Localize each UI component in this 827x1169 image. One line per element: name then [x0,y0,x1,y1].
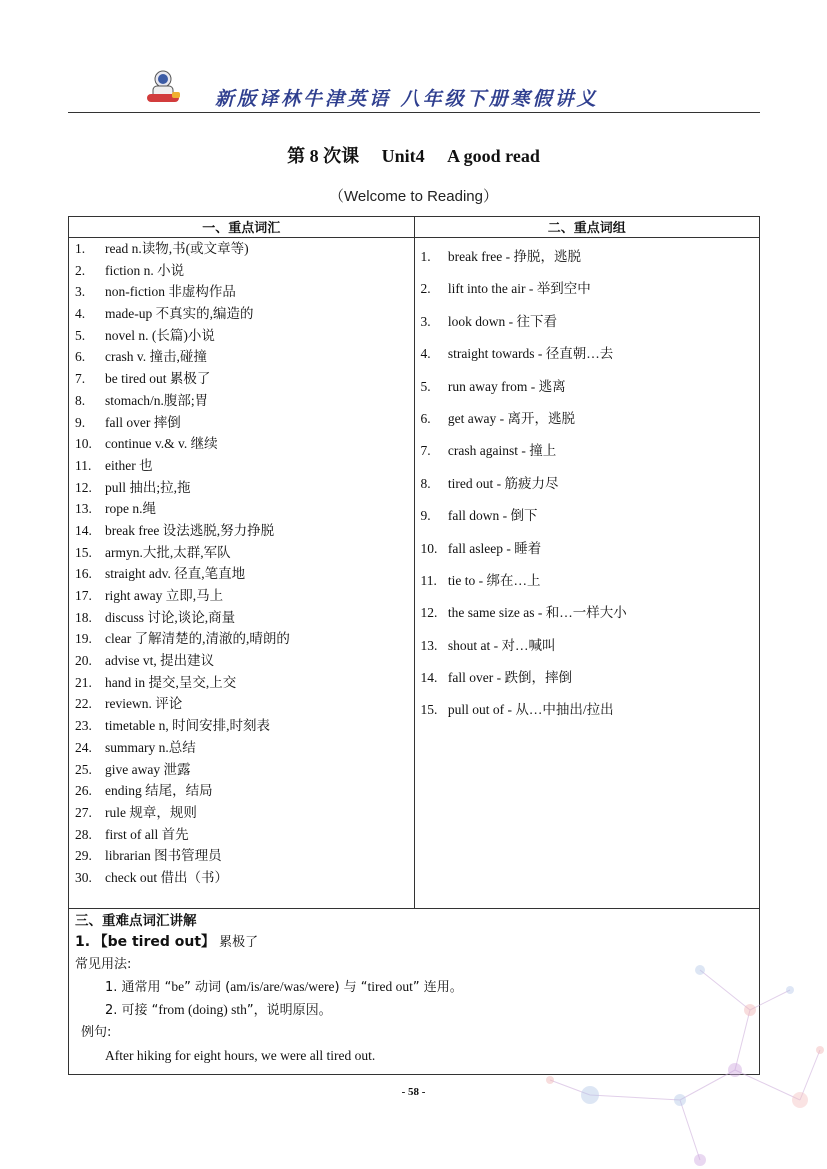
usage-text: ” 连用。 [412,980,463,995]
molecule-decoration [520,950,827,1169]
phrase-item [415,602,759,634]
vocab-item [69,802,414,824]
phrase-item-text: shout at - 对…喊叫 [447,637,556,653]
phrase-item-text: crash against - 撞上 [447,443,557,459]
vocab-item-text: fall over 摔倒 [105,414,181,430]
vocab-item-number: 4. [75,306,86,322]
vocab-item-text: fiction n. 小说 [105,262,185,278]
vocab-item-number: 12. [75,479,92,495]
vocab-item-number: 9. [75,414,86,430]
vocab-item-text: advise vt, 提出建议 [105,653,215,669]
lesson-subtitle: （Welcome to Reading） [329,188,498,205]
vocab-item [69,715,414,737]
vocab-item-text: reviewn. 评论 [105,696,183,712]
phrase-item-number: 2. [420,281,431,297]
vocab-item [69,650,414,672]
vocab-item [69,563,414,585]
phrase-item-text: the same size as - 和…一样大小 [447,605,627,621]
vocab-item-text: stomach/n.腹部;胃 [105,392,209,408]
vocab-item-text: timetable n, 时间安排,时刻表 [105,718,270,734]
vocab-item-text: check out 借出（书） [105,869,228,885]
vocab-item [69,520,414,542]
phrase-item-text: break free - 挣脱，逃脱 [447,249,581,264]
vocab-item-number: 15. [75,544,92,560]
vocab-item-text: rope n.绳 [105,501,156,517]
usage-text: 2. 可接 “ [105,1003,159,1018]
vocab-item-number: 24. [75,739,92,755]
phrase-item [415,635,759,667]
vocab-item [69,498,414,520]
vocab-item-number: 17. [75,588,92,603]
usage-text-en: be [171,979,185,994]
vocab-item-text: pull 抽出;拉,拖 [105,479,191,495]
vocab-item [69,737,414,759]
phrase-item [415,376,759,408]
vocab-item-number: 28. [75,826,92,842]
example-label: 例句: [81,1025,112,1040]
vocab-item-number: 19. [75,631,92,647]
vocab-item-number: 25. [75,761,92,777]
phrase-item-number: 14. [420,670,438,686]
phrase-item [415,408,759,440]
vocab-item [69,390,414,412]
phrase-item [415,311,759,343]
phrases-cell [414,238,759,909]
bracket-right: 】 [201,934,216,950]
lesson-title [0,142,827,168]
phrases-list [415,238,759,732]
vocab-item-text: summary n.总结 [105,739,196,755]
phrase-item-number: 13. [420,637,438,653]
bracket-left: 【 [93,934,108,950]
phrase-item-text: pull out of - 从…中抽出/拉出 [447,702,614,718]
usage-text: 1. 通常用 “ [105,980,172,995]
lesson-topic: A good read [447,146,540,166]
vocab-item-text: hand in 提交,呈交,上交 [105,674,237,690]
phrase-item-number: 12. [420,605,438,621]
vocab-item [69,238,414,260]
vocab-item-text: either 也 [105,457,153,473]
usage-text: ) 与 “ [334,980,368,995]
vocab-item-text: continue v.& v. 继续 [105,436,218,452]
usage-label: 常见用法: [75,957,132,972]
page-number: - 58 - [401,1086,426,1098]
vocab-item [69,368,414,390]
vocab-item-number: 2. [75,262,86,278]
vocab-item [69,542,414,564]
lesson-unit: Unit4 [381,146,425,166]
vocab-item [69,455,414,477]
vocab-item-number: 27. [75,804,92,820]
vocab-list [69,238,414,889]
vocab-item-text: right away 立即,马上 [105,588,224,603]
phrase-item-text: fall asleep - 睡着 [447,540,542,556]
vocab-item-text: crash v. 撞击,碰撞 [105,349,207,365]
usage-text-en: from (doing) sth [158,1002,247,1017]
phrase-item-text: lift into the air - 举到空中 [447,281,591,297]
vocab-item [69,693,414,715]
vocab-item [69,824,414,846]
vocab-item-number: 5. [75,327,86,343]
vocab-item [69,477,414,499]
vocab-item-number: 29. [75,848,92,864]
phrase-item-number: 6. [420,410,431,426]
vocab-item-number: 1. [75,241,86,256]
explain-word-meaning: 累极了 [215,935,259,950]
vocab-item [69,412,414,434]
phrase-item-number: 10. [420,540,438,556]
vocab-item-number: 30. [75,869,92,885]
vocab-item [69,867,414,889]
vocab-item-number: 8. [75,392,86,408]
vocab-table [68,216,760,1075]
explain-word-number: 1. [75,934,91,950]
phrase-item-number: 11. [420,572,437,588]
phrase-item-number: 1. [420,249,431,264]
vocab-item-number: 23. [75,718,92,734]
vocab-item [69,433,414,455]
vocab-cell [69,238,415,909]
usage-text-en: am/is/are/was/were [230,979,335,994]
vocab-item-text: ending 结尾，结局 [105,783,213,799]
vocab-item [69,607,414,629]
vocab-item-number: 10. [75,436,92,452]
vocab-item [69,759,414,781]
vocab-item-text: read n.读物,书(或文章等) [105,241,249,256]
phrase-item-text: run away from - 逃离 [447,378,566,394]
vocab-item [69,260,414,282]
header-title: 新版译林牛津英语 八年级下册寒假讲义 [215,88,599,110]
phrase-item-number: 5. [420,378,431,394]
vocab-item-number: 22. [75,696,92,712]
vocab-item-text: clear 了解清楚的,清澈的,晴朗的 [105,631,290,647]
phrase-item-text: fall over - 跌倒，摔倒 [447,670,572,686]
phrase-item-text: get away - 离开，逃脱 [447,410,575,426]
vocab-item-text: rule 规章，规则 [105,804,197,820]
vocab-item-number: 11. [75,457,92,473]
vocab-heading: 一、重点词汇 [69,217,415,238]
vocab-item-text: non-fiction 非虚构作品 [105,284,236,300]
explain-word-text: be tired out [107,934,202,950]
vocab-item-text: first of all 首先 [105,826,189,842]
phrase-item-number: 7. [420,443,431,459]
vocab-item [69,585,414,607]
phrase-item [415,343,759,375]
vocab-item [69,845,414,867]
example-sentence: After hiking for eight hours, we were all tired out. [105,1048,376,1063]
phrase-item-text: fall down - 倒下 [447,508,538,524]
vocab-item-text: break free 设法逃脱,努力挣脱 [105,522,275,538]
vocab-item-number: 26. [75,783,92,799]
phrase-item-number: 15. [420,702,438,718]
vocab-item-number: 6. [75,349,86,365]
phrase-item-number: 4. [420,346,431,362]
phrase-item [415,246,759,278]
vocab-item [69,281,414,303]
phrase-item [415,440,759,472]
vocab-item-text: armyn.大批,太群,军队 [105,544,231,560]
vocab-item [69,325,414,347]
vocab-item-number: 14. [75,522,92,538]
vocab-item-text: be tired out 累极了 [105,371,211,387]
phrase-item [415,505,759,537]
vocab-item-number: 3. [75,284,86,300]
vocab-item [69,346,414,368]
vocab-item-number: 7. [75,371,86,387]
vocab-item-number: 21. [75,674,92,690]
phrase-item [415,667,759,699]
phrase-item [415,538,759,570]
vocab-item-number: 16. [75,566,92,582]
vocab-item-text: straight adv. 径直,笔直地 [105,566,246,582]
vocab-item [69,628,414,650]
vocab-item-text: discuss 讨论,谈论,商量 [105,609,236,625]
vocab-item-text: give away 泄露 [105,761,191,777]
phrase-item [415,278,759,310]
vocab-item [69,672,414,694]
vocab-item-text: librarian 图书管理员 [105,848,222,864]
phrase-item [415,699,759,731]
usage-text: ”，说明原因。 [246,1003,332,1018]
phrase-item-number: 3. [420,313,431,329]
usage-text: ” 动词 ( [184,980,231,995]
phrase-item-text: tired out - 筋疲力尽 [447,475,559,491]
vocab-item [69,780,414,802]
vocab-item [69,303,414,325]
vocab-item-number: 13. [75,501,92,517]
vocab-item-text: made-up 不真实的,编造的 [105,306,254,322]
lesson-number: 第 8 次课 [287,146,360,166]
phrases-heading: 二、重点词组 [414,217,759,238]
phrase-item-number: 8. [420,475,431,491]
explain-heading: 三、重难点词汇讲解 [75,913,197,929]
phrase-item-text: tie to - 绑在…上 [447,572,541,588]
phrase-item-text: straight towards - 径直朝…去 [447,346,614,362]
usage-text-en: tired out [367,979,413,994]
vocab-item-text: novel n. (长篇)小说 [105,327,215,343]
vocab-item-number: 18. [75,609,92,625]
phrase-item [415,473,759,505]
phrase-item-number: 9. [420,508,431,524]
vocab-item-number: 20. [75,653,92,669]
astronaut-icon [142,68,184,108]
header-divider [68,112,760,113]
phrase-item-text: look down - 往下看 [447,313,558,329]
phrase-item [415,570,759,602]
